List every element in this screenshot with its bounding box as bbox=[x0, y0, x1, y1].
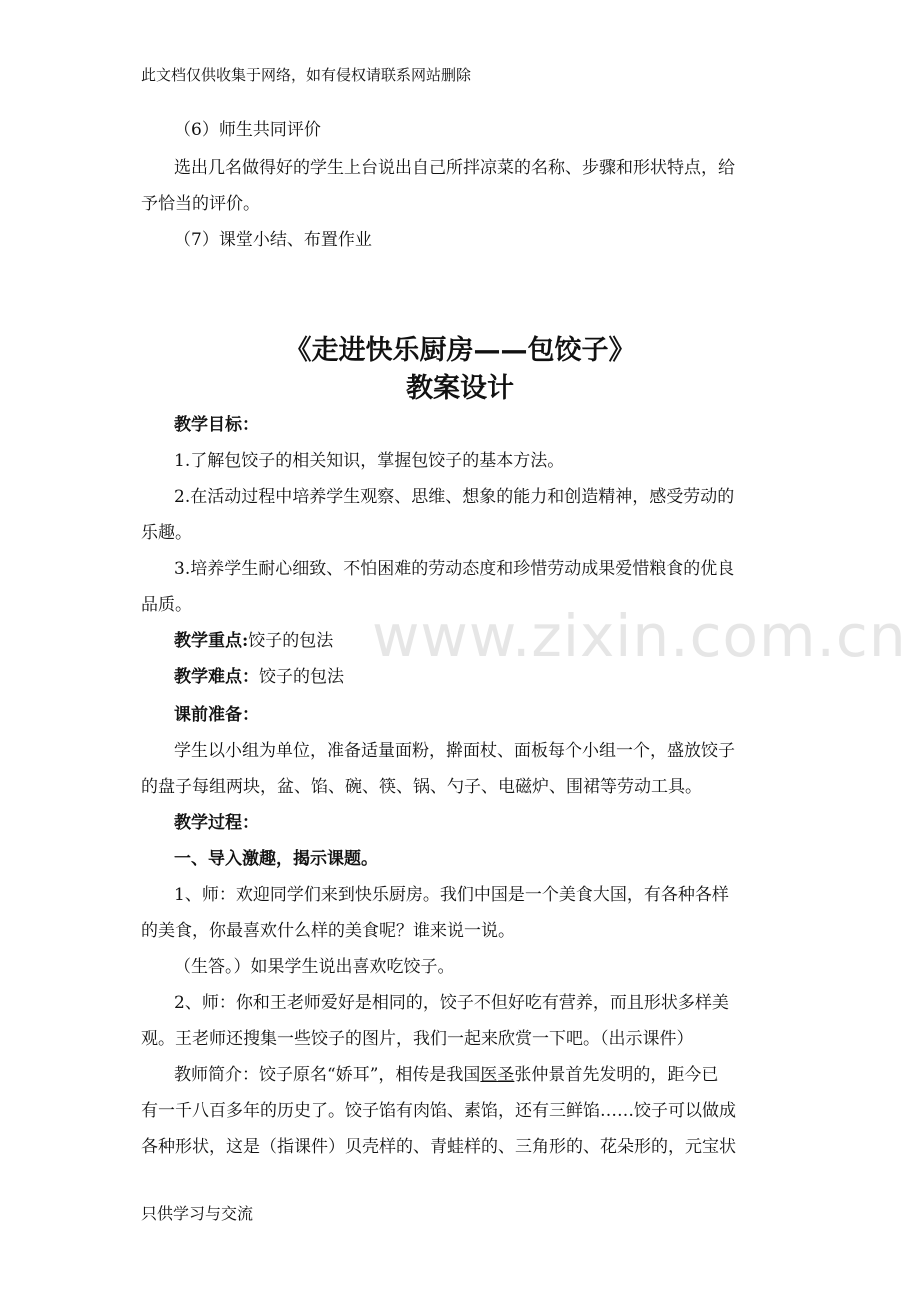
section-heading-goals: 教学目标： bbox=[174, 415, 259, 435]
goal-item-cont: 乐趣。 bbox=[141, 523, 192, 543]
paragraph-line: 的美食，你最喜欢什么样的美食呢？谁来说一说。 bbox=[141, 921, 515, 941]
watermark: www.zixin.com.cn bbox=[372, 602, 907, 670]
goal-item: 2.在活动过程中培养学生观察、思维、想象的能力和创造精神，感受劳动的 bbox=[174, 487, 735, 507]
page-header: 此文档仅供收集于网络，如有侵权请联系网站删除 bbox=[141, 66, 472, 84]
document-subtitle: 教案设计 bbox=[406, 373, 514, 404]
key-point-label: 教学重点: bbox=[174, 631, 249, 651]
paragraph-line: 的盘子每组两块，盆、馅、碗、筷、锅、勺子、电磁炉、围裙等劳动工具。 bbox=[141, 777, 702, 797]
goal-item-cont: 品质。 bbox=[141, 595, 192, 615]
paragraph-line: （生答。）如果学生说出喜欢吃饺子。 bbox=[174, 957, 455, 977]
section-heading-prep: 课前准备： bbox=[174, 705, 259, 725]
page-footer: 只供学习与交流 bbox=[141, 1204, 254, 1223]
text-run: 张仲景首先发明的，距今已 bbox=[514, 1065, 719, 1085]
goal-item: 1.了解包饺子的相关知识，掌握包饺子的基本方法。 bbox=[174, 451, 565, 471]
paragraph-line: 观。王老师还搜集一些饺子的图片，我们一起来欣赏一下吧。（出示课件） bbox=[141, 1029, 694, 1049]
text-run: 教师简介：饺子原名“娇耳”，相传是我国 bbox=[174, 1065, 481, 1085]
key-point-line bbox=[174, 629, 333, 653]
document-title: 《走进快乐厨房——包饺子》 bbox=[284, 335, 636, 366]
difficulty-text: 饺子的包法 bbox=[259, 667, 344, 687]
difficulty-line bbox=[174, 665, 344, 689]
paragraph-line: 各种形状，这是（指课件）贝壳样的、青蛙样的、三角形的、花朵形的，元宝状 bbox=[141, 1137, 736, 1157]
section-heading-intro: 一、导入激趣，揭示课题。 bbox=[174, 849, 378, 869]
underlined-term: 医圣 bbox=[480, 1065, 515, 1085]
paragraph-line bbox=[174, 1063, 718, 1087]
difficulty-label: 教学难点： bbox=[174, 667, 259, 687]
goal-item: 3.培养学生耐心细致、不怕困难的劳动态度和珍惜劳动成果爱惜粮食的优良 bbox=[174, 559, 735, 579]
section-heading-process: 教学过程： bbox=[174, 813, 259, 833]
paragraph-line: 2、师：你和王老师爱好是相同的，饺子不但好吃有营养，而且形状多样美 bbox=[174, 993, 729, 1013]
paragraph-line: （6）师生共同评价 bbox=[174, 120, 321, 140]
paragraph-line: 学生以小组为单位，准备适量面粉，擀面杖、面板每个小组一个，盛放饺子 bbox=[174, 741, 735, 761]
paragraph-line: 1、师：欢迎同学们来到快乐厨房。我们中国是一个美食大国，有各种各样 bbox=[174, 885, 729, 905]
paragraph-line: （7）课堂小结、布置作业 bbox=[174, 230, 372, 250]
paragraph-line: 有一千八百多年的历史了。饺子馅有肉馅、素馅，还有三鲜馅……饺子可以做成 bbox=[141, 1101, 736, 1121]
paragraph-line: 予恰当的评价。 bbox=[141, 194, 260, 214]
key-point-text: 饺子的包法 bbox=[248, 631, 334, 651]
paragraph-line: 选出几名做得好的学生上台说出自己所拌凉菜的名称、步骤和形状特点，给 bbox=[174, 158, 735, 178]
